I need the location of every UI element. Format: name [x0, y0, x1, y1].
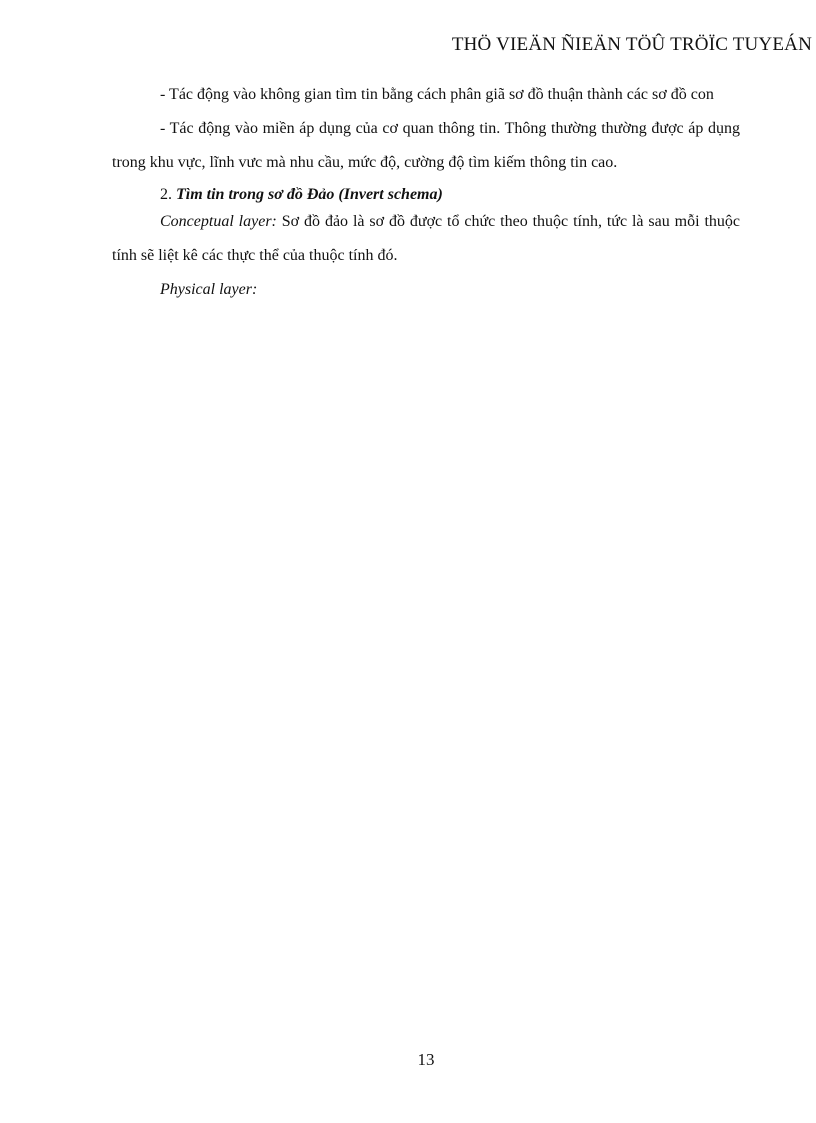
section-title: Tìm tin trong sơ đồ Đảo (Invert schema)	[176, 186, 443, 203]
paragraph-physical-layer	[112, 273, 740, 307]
conceptual-layer-text: Sơ đồ đảo là sơ đồ được tổ chức theo thuộc tính, tức là sau mỗi thuộc tính sẽ liệt kê các thực thể của thuộc tính đó.	[112, 213, 741, 264]
page-number: 13	[417, 1050, 435, 1069]
section-heading	[112, 185, 740, 205]
document-body	[112, 78, 740, 307]
section-number: 2.	[160, 186, 172, 203]
physical-layer-label: Physical layer:	[160, 281, 258, 298]
paragraph-application-domain: - Tác động vào miền áp dụng của cơ quan thông tin. Thông thường thường được áp dụng trong khu vực, lĩnh vưc mà nhu cầu, mức độ, cường độ tìm kiếm thông tin cao.	[112, 120, 740, 171]
paragraph-conceptual-layer	[112, 205, 740, 273]
page-header: THÖ VIEÄN ÑIEÄN TÖÛ TRÖÏC TUYEÁN	[451, 34, 812, 55]
conceptual-layer-label: Conceptual layer:	[160, 213, 277, 230]
paragraph-space-search: - Tác động vào không gian tìm tin bằng cách phân giã sơ đồ thuận thành các sơ đồ con	[160, 86, 714, 103]
